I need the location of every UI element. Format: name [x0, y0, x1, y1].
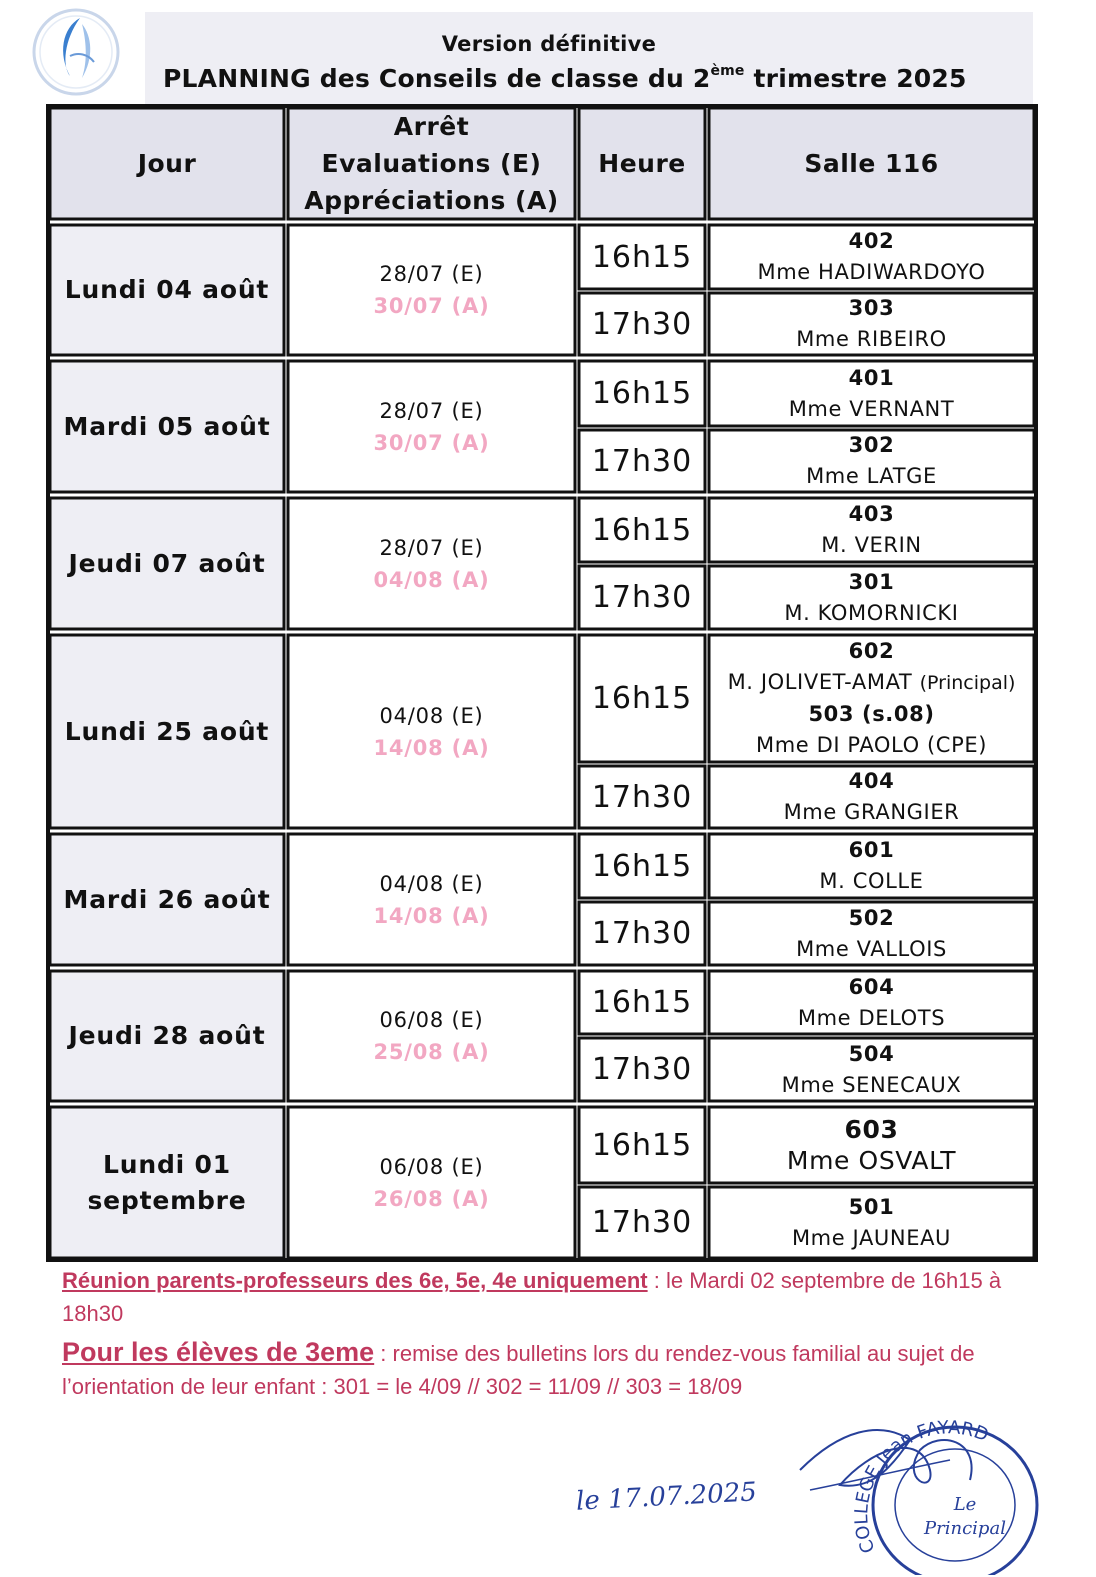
class-number-text: 604 [848, 974, 895, 999]
salle-entry [707, 223, 1036, 291]
time-slot: 16h15 [591, 985, 693, 1020]
teacher-name-text: Mme RIBEIRO [796, 327, 947, 351]
teacher-name [796, 324, 947, 355]
principal-stamp [780, 1410, 1060, 1575]
class-number [849, 226, 895, 257]
arret-line-2: Evaluations (E) [321, 149, 542, 178]
class-number-text: 403 [848, 502, 895, 526]
teacher-name [789, 394, 955, 425]
arret-dates [286, 633, 577, 830]
time-slot: 16h15 [591, 681, 693, 716]
salle-entry [707, 969, 1036, 1036]
arret-dates [286, 1105, 577, 1260]
teacher-name-text: Mme SENECAUX [781, 1072, 962, 1097]
time-slot: 17h30 [591, 916, 693, 951]
day-label: Lundi 04 août [64, 275, 270, 304]
teacher-name-text: Mme JAUNEAU [791, 1225, 952, 1250]
class-number-text: 601 [848, 838, 895, 862]
arret-dates [286, 359, 577, 494]
svg-text:Le: Le [953, 1494, 977, 1515]
teacher-name [784, 797, 960, 828]
teacher-name-text: M. JOLIVET-AMAT [727, 670, 913, 694]
teacher-name-text: M. COLLE [819, 869, 924, 893]
teacher-name [798, 1003, 945, 1034]
class-number-text: 602 [848, 639, 895, 663]
class-number [849, 972, 895, 1003]
class-number [849, 363, 895, 394]
day-label: Mardi 26 août [63, 884, 271, 914]
time-slot: 17h30 [591, 1052, 693, 1087]
arret-dates [286, 832, 577, 967]
svg-text:COLLEGE Jean FAYARD: COLLEGE Jean FAYARD [851, 1417, 992, 1556]
column-header-arret [286, 106, 577, 221]
arret-line-3: Appréciations (A) [304, 186, 559, 215]
page-title: PLANNING des Conseils de classe du 2ème trimestre 2025 [163, 62, 967, 93]
salle-entry [707, 764, 1036, 830]
class-number [849, 1192, 895, 1223]
evaluation-date: 04/08 (E) [379, 703, 484, 728]
class-number-text: 501 [848, 1194, 895, 1219]
class-number [849, 835, 895, 866]
class-number-text: 504 [848, 1041, 895, 1066]
evaluation-date: 06/08 (E) [379, 1008, 484, 1032]
teacher-name [821, 530, 921, 561]
class-number-text: 301 [848, 569, 895, 594]
salle-entry [707, 496, 1036, 564]
time-slot: 16h15 [591, 512, 693, 548]
teacher-name-text: Mme DELOTS [797, 1005, 946, 1030]
class-number [849, 499, 895, 530]
column-header-heure: Heure [598, 149, 686, 178]
teacher-name [787, 1145, 956, 1176]
teacher-name-text: Mme LATGE [806, 464, 937, 488]
teacher-name-text: Mme GRANGIER [783, 800, 960, 824]
version-label: Version définitive [441, 32, 657, 56]
salle-entry [707, 1185, 1036, 1260]
salle-entry [707, 832, 1036, 900]
class-number [849, 567, 895, 598]
day-label: Mardi 05 août [63, 411, 271, 441]
day-label: Lundi 01 septembre [87, 1149, 247, 1215]
appreciation-date: 14/08 (A) [373, 903, 490, 928]
appreciation-date: 26/08 (A) [373, 1186, 490, 1211]
evaluation-date: 06/08 (E) [379, 1154, 484, 1179]
day-label: Lundi 25 août [64, 716, 270, 746]
class-number [849, 766, 895, 797]
class-number-text: 502 [848, 905, 895, 930]
eleves-text: : remise des bulletins lors du rendez-vous familial au sujet de l’orientation de leur enfant : 301 = le 4/09 // 302 = 11/09 // 303 = 18/09 [62, 1341, 975, 1399]
svg-text:Principal: Principal [924, 1518, 1006, 1539]
day-label: Jeudi 28 août [68, 1021, 266, 1050]
salle-entry [707, 900, 1036, 967]
teacher-name [757, 257, 985, 288]
reunion-note [62, 1264, 1042, 1330]
teacher-name [728, 667, 1016, 699]
time-slot: 17h30 [591, 779, 693, 815]
teacher-name-text: M. VERIN [821, 533, 922, 557]
time-slot: 17h30 [591, 306, 693, 342]
teacher-name [819, 866, 923, 897]
signature-date: le 17.07.2025 [575, 1477, 758, 1517]
teacher-name-text: Mme VALLOIS [796, 936, 947, 961]
salle-entry [707, 428, 1036, 494]
arret-dates [286, 969, 577, 1103]
class-number-text: 603 [844, 1115, 899, 1144]
salle-entry [707, 1105, 1036, 1185]
class-number-text: 303 [848, 296, 895, 320]
evaluation-date: 28/07 (E) [379, 535, 484, 560]
time-slot: 17h30 [591, 580, 693, 615]
teacher-name-text: Mme DI PAOLO (CPE) [756, 733, 987, 757]
time-slot: 17h30 [591, 443, 693, 479]
teacher-name [806, 461, 937, 492]
teacher-name [796, 934, 947, 965]
time-slot: 16h15 [591, 1127, 693, 1163]
class-number-text: 404 [848, 769, 895, 793]
teacher-name-text: M. KOMORNICKI [784, 600, 959, 625]
class-number [849, 430, 895, 461]
teacher-name-text: Mme HADIWARDOYO [757, 260, 986, 284]
appreciation-date: 14/08 (A) [373, 735, 490, 760]
appreciation-date: 30/07 (A) [373, 294, 490, 318]
teacher-role: (Principal) [919, 672, 1016, 694]
teacher-name-text: Mme OSVALT [786, 1146, 957, 1175]
class-number [845, 1114, 899, 1145]
arret-dates [286, 496, 577, 631]
class-number-text: 503 (s.08) [808, 702, 935, 726]
eleves-title: Pour les élèves de 3eme [62, 1337, 375, 1367]
day-label: Jeudi 07 août [68, 548, 266, 578]
class-number [849, 293, 895, 324]
evaluation-date: 28/07 (E) [379, 398, 484, 423]
reunion-text: : le Mardi 02 septembre de 16h15 à 18h30 [62, 1268, 1002, 1326]
evaluation-date: 28/07 (E) [379, 262, 484, 286]
appreciation-date: 04/08 (A) [373, 567, 490, 592]
teacher-name [792, 1223, 951, 1254]
salle-entry [707, 633, 1036, 764]
column-header-jour: Jour [137, 149, 197, 178]
salle-entry [707, 359, 1036, 428]
class-number-text: 401 [848, 365, 895, 390]
appreciation-date: 30/07 (A) [373, 430, 490, 455]
reunion-title: Réunion parents-professeurs des 6e, 5e, 4e uniquement [62, 1268, 648, 1293]
eleves-note [62, 1336, 1042, 1403]
arret-dates [286, 223, 577, 357]
teacher-name-text: Mme VERNANT [788, 396, 955, 421]
appreciation-date: 25/08 (A) [373, 1040, 490, 1064]
time-slot: 16h15 [591, 848, 693, 884]
time-slot: 16h15 [591, 376, 693, 411]
class-number [849, 1039, 895, 1070]
teacher-name [784, 598, 958, 629]
class-number [849, 903, 895, 934]
column-header-salle: Salle 116 [804, 149, 939, 178]
class-number [849, 636, 895, 667]
class-number-text: 302 [848, 433, 895, 457]
time-slot: 17h30 [591, 1205, 693, 1240]
class-number [808, 699, 934, 730]
salle-entry [707, 1036, 1036, 1103]
class-number-text: 402 [848, 229, 895, 253]
salle-entry [707, 564, 1036, 631]
teacher-name [756, 730, 987, 761]
evaluation-date: 04/08 (E) [379, 871, 484, 896]
teacher-name [782, 1070, 962, 1101]
time-slot: 16h15 [591, 239, 693, 275]
arret-line-1: Arrêt [393, 112, 470, 141]
salle-entry [707, 291, 1036, 357]
